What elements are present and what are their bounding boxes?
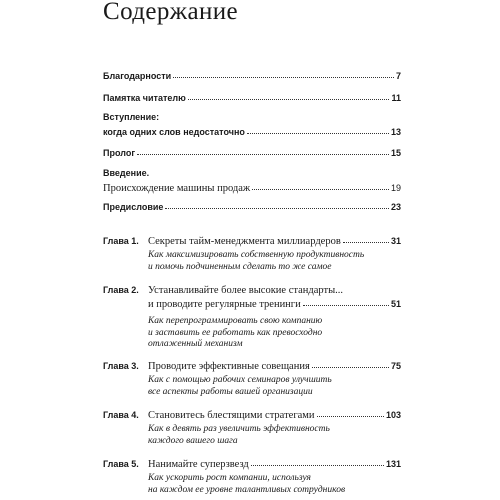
chapter-subtitle-line: и заставить ее работать как превосходно [148, 327, 323, 338]
chapter-title-line1: Устанавливайте более высокие стандарты... [148, 285, 343, 296]
toc-entry-introduction [103, 112, 401, 142]
dot-leader [343, 242, 389, 243]
toc-page-number: 51 [390, 299, 401, 309]
toc-page-number: 131 [385, 459, 401, 469]
chapter-label: Глава 2. [103, 285, 139, 295]
page-title: Содержание [103, 0, 238, 25]
chapter-label: Глава 1. [103, 236, 139, 246]
toc-page-number: 23 [390, 202, 401, 212]
chapter-subtitle-line: Как ускорить рост компании, используя [148, 473, 311, 483]
dot-leader [252, 189, 389, 190]
dot-leader [165, 208, 389, 209]
toc-page-number: 31 [390, 236, 401, 246]
chapter-subtitle-line: Как максимизировать собственную продуктивность [148, 250, 365, 260]
dot-leader [137, 154, 389, 155]
chapter-label: Глава 5. [103, 459, 139, 469]
toc-page-number: 15 [390, 148, 401, 158]
chapter-title: Нанимайте суперзвезд [148, 459, 249, 470]
toc-entry-title-line1: Вступление: [103, 112, 160, 122]
toc-entry-title-line2: Происхождение машины продаж [103, 183, 251, 194]
chapter-subtitle-line: каждого вашего шага [148, 435, 238, 446]
chapter-title: Секреты тайм-менеджмента миллиардеров [148, 236, 341, 247]
chapter-title-line2: и проводите регулярные тренинги [148, 299, 301, 310]
dot-leader [188, 99, 390, 100]
toc-entry-reader-memo [103, 93, 401, 108]
toc-entry-title: Предисловие [103, 202, 164, 212]
dot-leader [173, 77, 394, 78]
toc-entry-title: Пролог [103, 148, 136, 158]
chapter-subtitle-line: Как в девять раз увеличить эффективность [148, 424, 330, 434]
toc-entry-title: Благодарности [103, 71, 172, 81]
toc-entry-foreword [103, 202, 401, 217]
dot-leader [251, 465, 384, 466]
chapter-label: Глава 4. [103, 410, 139, 420]
chapter-subtitle-line: отлаженный механизм [148, 339, 243, 349]
toc-page-number: 75 [390, 361, 401, 371]
dot-leader [303, 305, 389, 306]
chapter-label: Глава 3. [103, 361, 139, 371]
toc-entry-title-line2: когда одних слов недостаточно [103, 127, 245, 137]
chapter-title: Проводите эффективные совещания [148, 361, 310, 372]
chapter-subtitle-line: и помочь подчиненным сделать то же самое [148, 261, 332, 272]
toc-entry-prologue [103, 148, 401, 163]
toc-page-number: 103 [385, 410, 401, 420]
toc-page-number: 7 [395, 71, 401, 81]
toc-entry-title: Памятка читателю [103, 93, 186, 103]
toc-page-number: 13 [390, 127, 401, 137]
toc-page-number: 19 [390, 183, 401, 193]
chapter-subtitle-line: на каждом ее уровне талантливых сотрудников [148, 484, 346, 495]
dot-leader [312, 367, 389, 368]
toc-entry-preface-origin [103, 168, 401, 198]
dot-leader [247, 133, 389, 134]
chapter-subtitle-line: все аспекты работы вашей организации [148, 386, 313, 397]
toc-entry-acknowledgements [103, 71, 401, 86]
chapter-title: Становитесь блестящими стратегами [148, 410, 315, 421]
dot-leader [317, 416, 384, 417]
toc-page-number: 11 [391, 93, 401, 103]
chapter-subtitle-line: Как с помощью рабочих семинаров улучшить [148, 375, 332, 385]
toc-entry-title-line1: Введение. [103, 168, 150, 178]
chapter-subtitle-line: Как перепрограммировать свою компанию [148, 316, 323, 326]
